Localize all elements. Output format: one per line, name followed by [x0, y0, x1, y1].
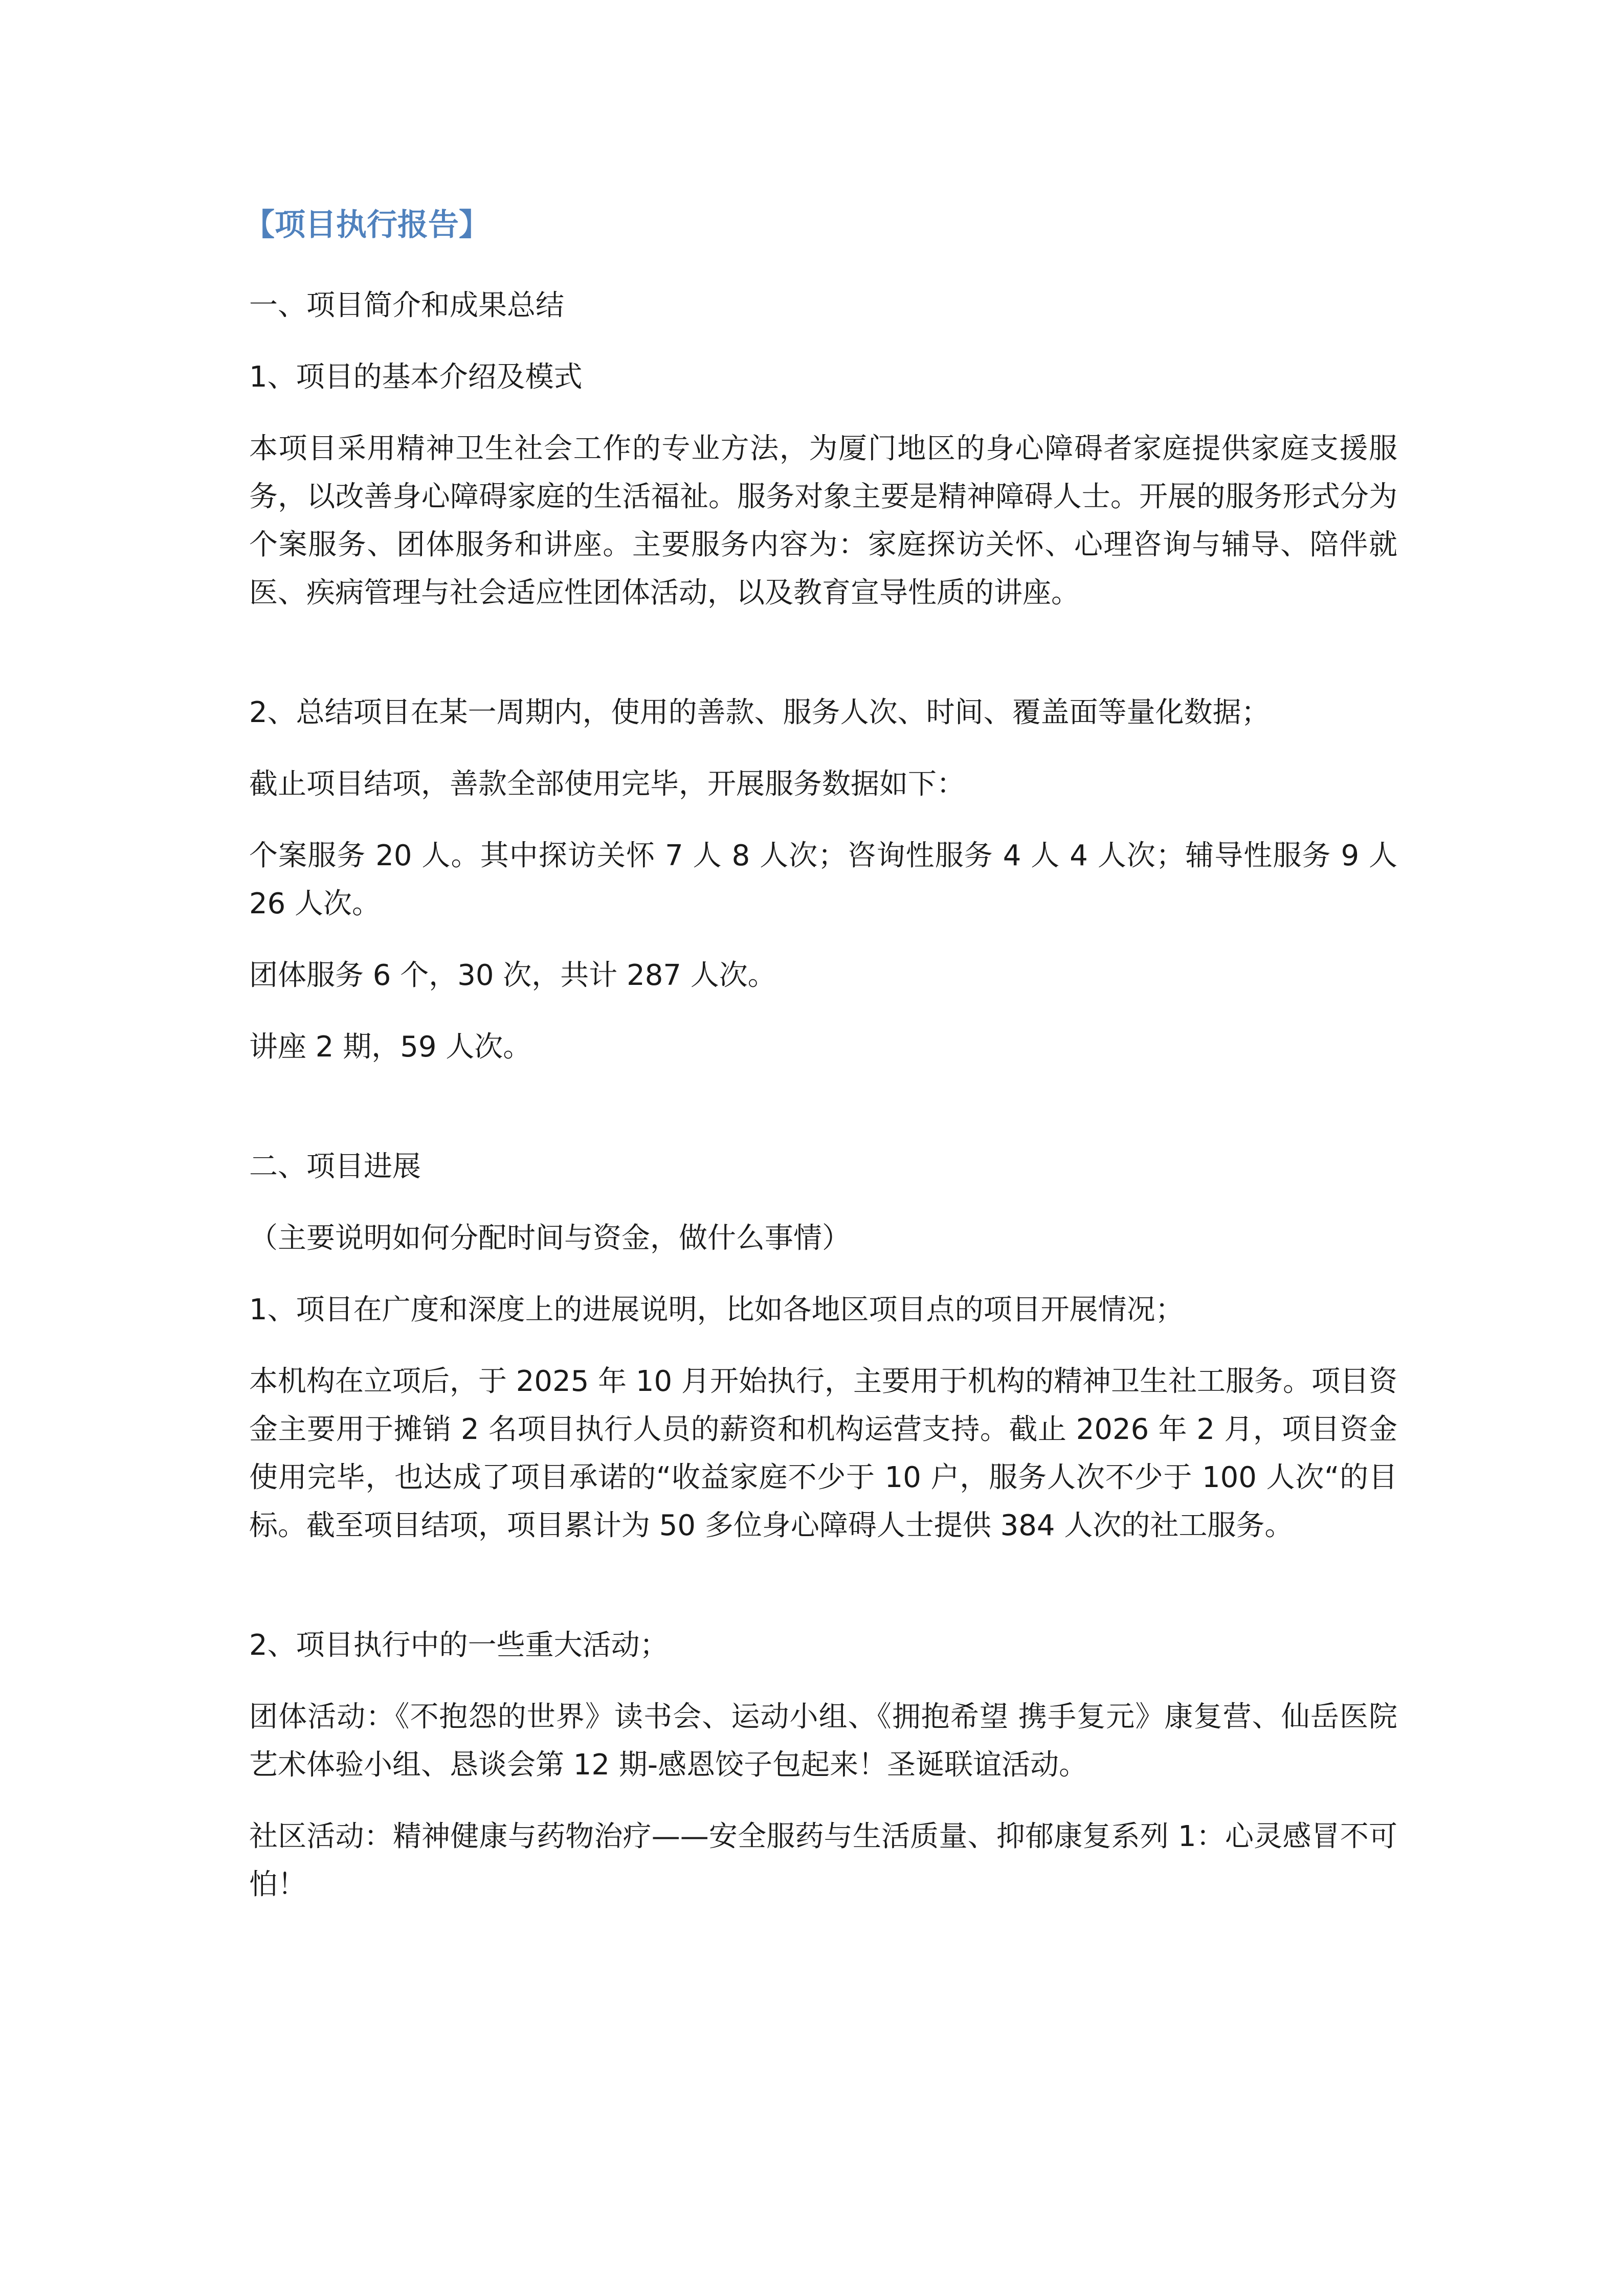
section1-heading: 一、项目简介和成果总结	[249, 289, 564, 322]
group-service-stats: 团体服务 6 个，30 次，共计 287 人次。	[249, 959, 776, 992]
section2-sub2-heading: 2、项目执行中的一些重大活动；	[249, 1629, 669, 1662]
case-service-stats: 个案服务 20 人。其中探访关怀 7 人 8 人次；咨询性服务 4 人 4 人次；辅导性服务 9 人 26 人次。	[249, 839, 1397, 920]
section2-note: （主要说明如何分配时间与资金，做什么事情）	[249, 1222, 851, 1255]
section1-sub2-intro: 截止项目结项，善款全部使用完毕，开展服务数据如下：	[249, 768, 965, 801]
section2-heading: 二、项目进展	[249, 1150, 421, 1183]
community-activities: 社区活动：精神健康与药物治疗——安全服药与生活质量、抑郁康复系列 1：心灵感冒不可怕！	[249, 1820, 1397, 1901]
group-activities: 团体活动：《不抱怨的世界》读书会、运动小组、《拥抱希望 携手复元》康复营、仙岳医院艺术体验小组、恳谈会第 12 期-感恩饺子包起来！圣诞联谊活动。	[249, 1700, 1397, 1782]
section1-sub1-heading: 1、项目的基本介绍及模式	[249, 361, 583, 394]
section2-sub1-body: 本机构在立项后，于 2025 年 10 月开始执行，主要用于机构的精神卫生社工服务。项目资金主要用于摊销 2 名项目执行人员的薪资和机构运营支持。截止 2026 年 2 月，项目资金使用完毕，也达成了项目承诺的“收益家庭不少于 10 户，服务人次不少于 100 人次“的目标。截至项目结项，项目累计为 50 多位身心障碍人士提供 384 人次的社工服务。	[249, 1365, 1397, 1542]
section2-sub1-heading: 1、项目在广度和深度上的进展说明，比如各地区项目点的项目开展情况；	[249, 1293, 1184, 1326]
document-title: 【项目执行报告】	[244, 207, 490, 243]
lecture-stats: 讲座 2 期，59 人次。	[249, 1030, 532, 1064]
section1-sub2-heading: 2、总结项目在某一周期内，使用的善款、服务人次、时间、覆盖面等量化数据；	[249, 696, 1270, 729]
document-page	[244, 192, 1397, 1909]
section1-sub1-body: 本项目采用精神卫生社会工作的专业方法，为厦门地区的身心障碍者家庭提供家庭支援服务，以改善身心障碍家庭的生活福祉。服务对象主要是精神障碍人士。开展的服务形式分为个案服务、团体服务和讲座。主要服务内容为：家庭探访关怀、心理咨询与辅导、陪伴就医、疾病管理与社会适应性团体活动，以及教育宣导性质的讲座。	[249, 432, 1397, 610]
